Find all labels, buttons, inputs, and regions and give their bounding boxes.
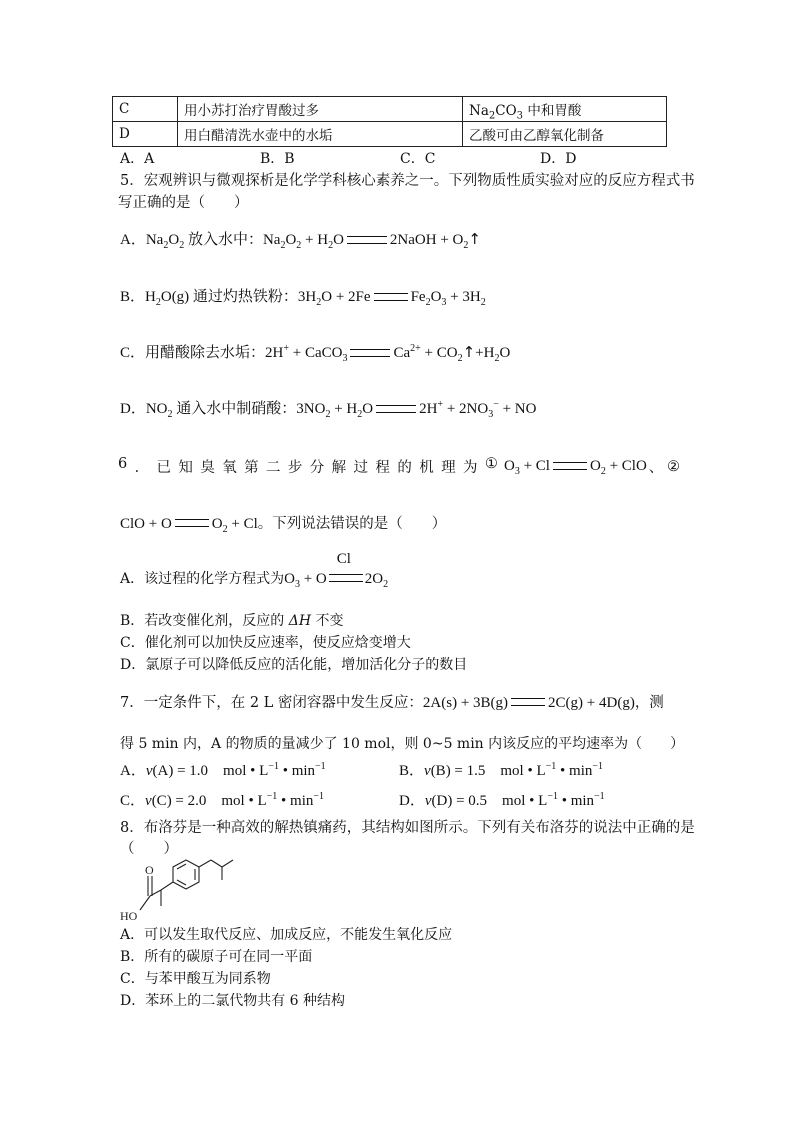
hydroxyl-label: HO xyxy=(120,909,138,922)
q6-option-a[interactable]: A．该过程的化学方程式为$O_3 + O$ Cl $2O_2$ xyxy=(120,551,389,590)
q7-stem-line1: 7．一定条件下，在 2 L 密闭容器中发生反应：2A(s) + 3B(g) 2C(g) + 4D(g)，测 xyxy=(120,695,664,711)
q6-stem-line1 xyxy=(118,456,680,477)
table-cell-reason: $Na_2CO_3$ 中和胃酸 xyxy=(463,97,667,122)
q6-stem-char: 步 xyxy=(287,460,303,476)
q7-option-d[interactable]: D．v(D) = 0.5 mol • $L^{-1}$ • $\min^{-1}$ xyxy=(399,791,605,809)
ibuprofen-structure xyxy=(118,858,253,922)
q4-table xyxy=(112,96,667,147)
q6-stem-char: 的 xyxy=(397,460,412,476)
q6-stem-char: 臭 xyxy=(200,460,215,476)
oxygen-label: O xyxy=(145,863,154,877)
q5-option-a[interactable]: A．$Na_2O_2$ 放入水中：$Na_2O_2 + H_2O$ 2NaOH + $O_2↑$ xyxy=(120,230,481,251)
q6-separator: 、 xyxy=(648,460,664,476)
ring-double-1 xyxy=(177,864,186,869)
table-row xyxy=(113,97,667,122)
q6-eq1-left: $O_3 + Cl$ xyxy=(504,458,550,477)
q8-option-d[interactable]: D．苯环上的二氯代物共有 6 种结构 xyxy=(120,993,346,1009)
q4-option-b[interactable]: B．B xyxy=(260,151,295,167)
q4-options xyxy=(120,148,680,166)
q6-mark-2: ② xyxy=(667,458,680,475)
q7-option-a[interactable]: A．v(A) = 1.0 mol • $L^{-1}$ • $\min^{-1}$ xyxy=(120,761,326,779)
q6-stem-char: 理 xyxy=(441,460,456,476)
q6-option-b[interactable]: B．若改变催化剂，反应的 ΔH 不变 xyxy=(120,613,344,629)
q6-stem-char: 分 xyxy=(309,460,325,476)
q6-stem-char: 知 xyxy=(178,460,193,476)
q5-option-b[interactable]: B．$H_2O(g)$ 通过灼热铁粉：$3H_2O + 2Fe$ $Fe_2O_3 + 3H_2$ xyxy=(120,289,486,308)
q6-catalyst-label: Cl xyxy=(336,551,351,567)
q6-stem-char: 为 xyxy=(462,460,478,476)
q5-stem-line2: 写正确的是（ ） xyxy=(118,195,249,211)
q6-stem-text xyxy=(118,456,498,477)
q5-stem-line1: 5．宏观辨识与微观探析是化学学科核心素养之一。下列物质性质实验对应的反应方程式书 xyxy=(120,173,695,189)
table-cell-action: 用白醋清洗水壶中的水垢 xyxy=(178,122,463,147)
q6-stem-char: 过 xyxy=(353,460,369,476)
c-oh-bond xyxy=(140,896,150,910)
q6-stem-char: 已 xyxy=(156,460,172,476)
q6-option-d[interactable]: D．氯原子可以降低反应的活化能，增加活化分子的数目 xyxy=(120,657,468,673)
q6-stem-char: 6 xyxy=(118,456,128,472)
q6-eq1-right: $O_2$ + ClO xyxy=(589,458,647,477)
q6-stem-char: 机 xyxy=(419,460,434,476)
q8-option-c[interactable]: C．与苯甲酸互为同系物 xyxy=(120,971,271,987)
q6-stem-char: 程 xyxy=(375,460,390,476)
table-cell-label: D xyxy=(113,122,178,147)
q6-stem-line2: ClO + O $O_2 + Cl$。下列说法错误的是（ ） xyxy=(120,516,447,535)
q6-stem-char: 解 xyxy=(331,460,347,476)
q5-option-d[interactable]: D．$NO_2$ 通入水中制硝酸：$3NO_2 + H_2O$ $2H^+ + 2NO_3^-$ + NO xyxy=(120,399,537,420)
q4-option-d[interactable]: D．D xyxy=(540,151,577,167)
q6-stem-char: ． xyxy=(134,460,150,476)
isobutyl-bond-2 xyxy=(211,860,222,867)
q4-option-c[interactable]: C．C xyxy=(400,151,436,167)
table-cell-action: 用小苏打治疗胃酸过多 xyxy=(178,97,463,122)
q8-option-b[interactable]: B．所有的碳原子可在同一平面 xyxy=(120,949,313,965)
isobutyl-bond-3 xyxy=(222,860,233,867)
q6-stem-char: 二 xyxy=(265,460,281,476)
q6-option-c[interactable]: C．催化剂可以加快反应速率，使反应焓变增大 xyxy=(120,635,411,651)
q5-option-c[interactable]: C．用醋酸除去水垢：2H+ + CaCO$_3$ $Ca^{2+}$ + $CO_2↑+H_2O$ xyxy=(120,343,511,364)
table-cell-label: C xyxy=(113,97,178,122)
q8-option-a[interactable]: A．可以发生取代反应、加成反应，不能发生氧化反应 xyxy=(120,927,453,943)
q6-stem-char: 氧 xyxy=(222,460,237,476)
q7-option-b[interactable]: B．v(B) = 1.5 mol • $L^{-1}$ • $\min^{-1}$ xyxy=(399,761,604,779)
table-cell-reason: 乙酸可由乙醇氧化制备 xyxy=(463,122,667,147)
q8-stem-line2: （ ） xyxy=(120,841,178,857)
q8-stem-line1: 8．布洛芬是一种高效的解热镇痛药，其结构如图所示。下列有关布洛芬的说法中正确的是 xyxy=(120,820,695,836)
ring-double-3 xyxy=(177,880,186,885)
q6-stem-char: 第 xyxy=(244,460,259,476)
q7-stem-line2: 得 5 min 内，A 的物质的量减少了 10 mol，则 0~5 min 内该反应的平均速率为（ ） xyxy=(120,736,685,752)
q6-stem-char: ① xyxy=(484,456,498,472)
isobutyl-bond-1 xyxy=(199,860,211,867)
q7-option-c[interactable]: C．v(C) = 2.0 mol • $L^{-1}$ • $\min^{-1}$ xyxy=(120,791,325,809)
q4-option-a[interactable]: A．A xyxy=(120,151,155,167)
table-row xyxy=(113,122,667,147)
ring-link-bond xyxy=(161,882,173,890)
